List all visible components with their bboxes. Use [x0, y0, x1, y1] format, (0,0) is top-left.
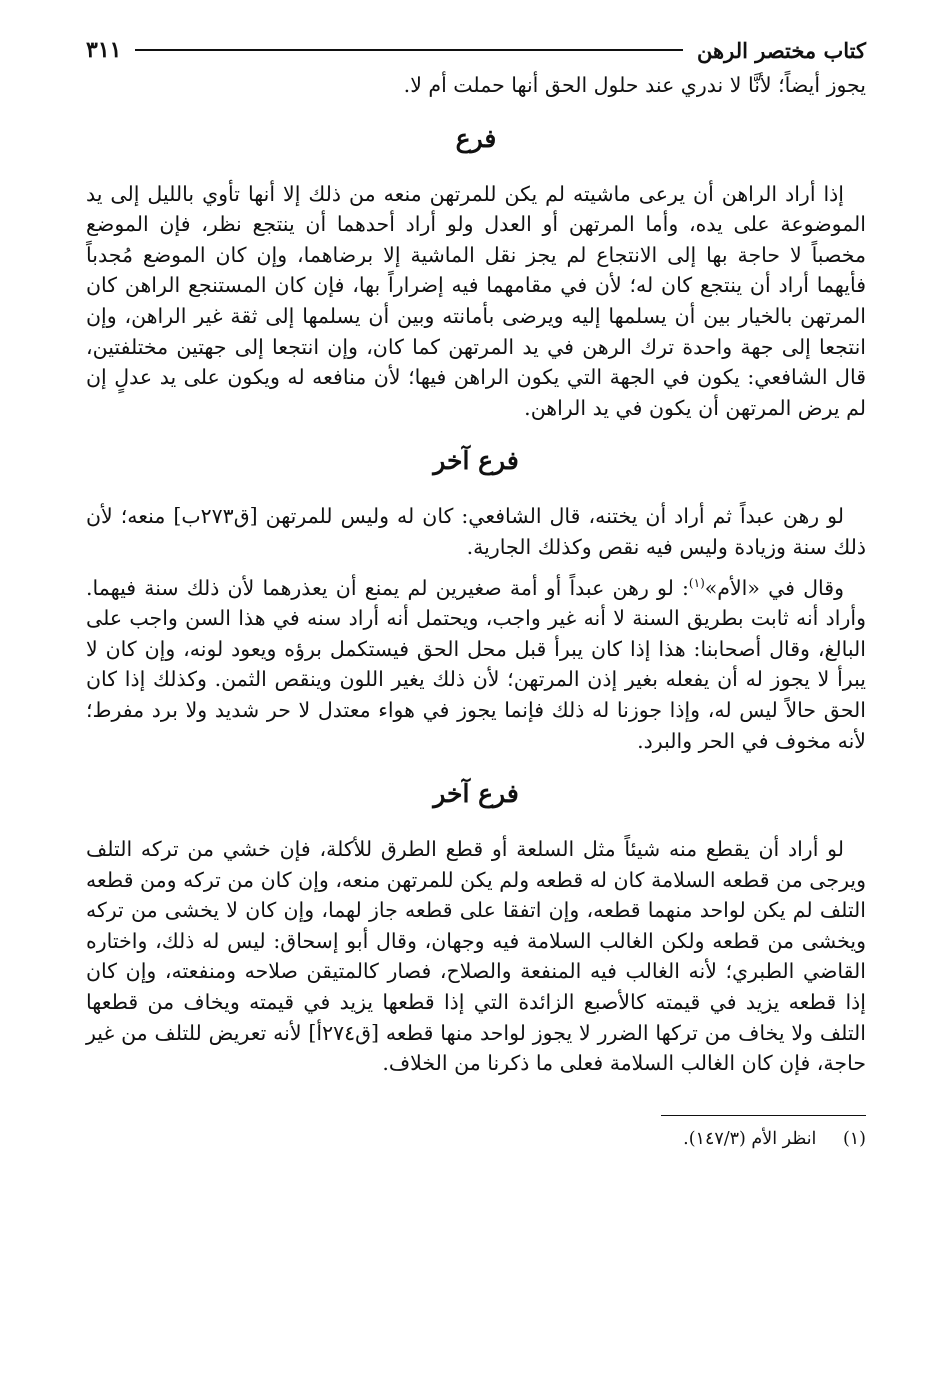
- paragraph2-rest: : لو رهن عبداً أو أمة صغيرين لم يمنع أن يعذرهما لأن ذلك سنة فيهما. وأراد أنه ثابت بطريق السنة لا أنه غير واجب، ويحتمل أنه أراد سنه في هذا السن واجب على البالغ، وقال أصحابنا: هذا إذا كان يبرأ قبل محل الحق فيستكمل برؤه ويعود لونه، وإن كان لا يبرأ لا يجوز له أن يفعله بغير إذن المرتهن؛ لأن ذلك يغير اللون وينقص الثمن. وكذلك إذا كان الحق حالاً ليس له، وإذا جوزنا له ذلك فإنما يجوز في هواء معتدل لا حر شديد ولا برد مفرط؛ لأنه مخوف في الحر والبرد.: [86, 575, 866, 753]
- section-heading-far: فرع: [455, 123, 497, 153]
- footnote-text: انظر الأم (١٤٧/٣).: [683, 1128, 817, 1149]
- section1-paragraph: إذا أراد الراهن أن يرعى ماشيته لم يكن للمرتهن منعه من ذلك إلا أنها تأوي بالليل إلى يد الموضوعة على يده، وأما المرتهن أو العدل ولو أراد أحدهما أن ينتجع نظر، فإن الموضع مخصباً لا حاجة بها إلى الانتجاع لم يجز نقل الماشية إلا برضاهما، وإن كان الموضع مُجدباً فأيهما أراد أن ينتجع كان له؛ لأن في مقامهما فيه إضراراً بها، فإن كان المستنجع الراهن كان المرتهن بالخيار بين أن يسلمها إليه ويرضى بأمانته وبين أن يسلمها إلى ثقة غير الراهن، وإن انتجعا إلى جهة واحدة ترك الرهن في يد المرتهن كما كان، وإن انتجعا إلى جهتين مختلفتين، قال الشافعي: يكون في الجهة التي يكون الراهن فيها؛ لأن منافعه له ويكون على يد عدلٍ إن لم يرض المرتهن أن يكون في يد الراهن.: [86, 181, 866, 420]
- section2-paragraph-1: لو رهن عبداً ثم أراد أن يختنه، قال الشافعي: كان له وليس للمرتهن [ق٢٧٣ب] منعه؛ لأن ذلك سنة وزيادة وليس فيه نقص وكذلك الجارية.: [86, 504, 866, 559]
- footnote: [86, 1126, 866, 1152]
- section3-paragraph: لو أراد أن يقطع منه شيئاً مثل السلعة أو قطع الطرق للأكلة، فإن خشي من تركه التلف ويرجى من قطعه السلامة كان له قطعه ولم يكن للمرتهن منعه، وإن كان من تركه ومن قطعه التلف لم يكن لواحد منهما قطعه، وإن اتفقا على قطعه جاز لهما، وإن كان لا يخشى من تركه ويخشى من قطعه ولكن الغالب السلامة فيه وجهان، وقال أبو إسحاق: ليس له ذلك، واختاره القاضي الطبري؛ لأنه الغالب فيه المنفعة والصلاح، فصار كالمتيقن صلاحه ومنفعته، وإن كان إذا قطعه يزيد في قيمته كالأصبع الزائدة التي إذا قطعها يزيد في قيمته ويخاف من قطعها التلف ولا يخاف من تركها الضرر لا يجوز لواحد منها قطعه [ق٢٧٤أ] لأنه تعريض للتلف من غير حاجة، فإن كان الغالب السلامة فعلى ما ذكرنا من الخلاف.: [86, 837, 866, 1076]
- footnote-reference: (١): [688, 575, 705, 590]
- intro-line: يجوز أيضاً؛ لأنَّا لا ندري عند حلول الحق أنها حملت أم لا.: [403, 73, 866, 97]
- paragraph2-start: وقال في «الأم»: [704, 575, 844, 600]
- footnote-number: (١): [842, 1128, 866, 1149]
- footnote-rule: [661, 1115, 866, 1116]
- section-heading-far-akhar-1: فرع آخر: [433, 446, 519, 476]
- document-page: [86, 30, 866, 1152]
- running-header: [86, 30, 866, 70]
- header-rule: [135, 49, 683, 51]
- book-title: كتاب مختصر الرهن: [697, 37, 866, 63]
- section-heading-far-akhar-2: فرع آخر: [433, 779, 519, 809]
- section2-paragraph-2: [86, 573, 866, 757]
- page-number: ٣١١: [86, 37, 122, 63]
